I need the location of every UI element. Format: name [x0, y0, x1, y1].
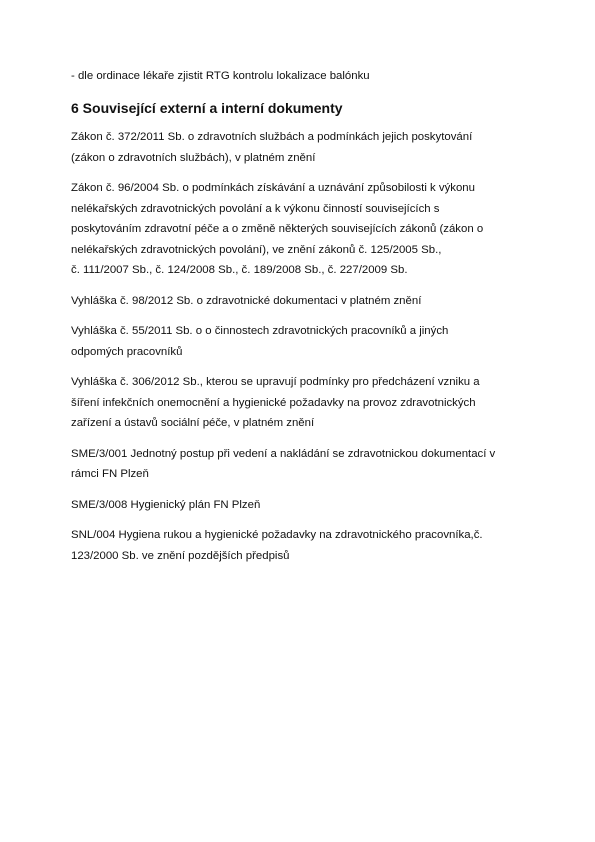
document-reference-line: Vyhláška č. 98/2012 Sb. o zdravotnické dokumentaci v platném znění: [71, 294, 422, 307]
document-reference: [71, 372, 531, 434]
document-reference-line: SNL/004 Hygiena rukou a hygienické požadavky na zdravotnického pracovníka,č.: [71, 529, 483, 541]
document-reference: [71, 178, 531, 281]
document-reference: [71, 444, 531, 485]
document-reference-line: (zákon o zdravotních službách), v platném znění: [71, 151, 316, 164]
document-reference-line: šíření infekčních onemocnění a hygienické požadavky na provoz zdravotnických: [71, 396, 476, 409]
document-reference-line: rámci FN Plzeň: [71, 468, 149, 480]
document-reference-line: Zákon č. 96/2004 Sb. o podmínkách získávání a uznávání způsobilosti k výkonu: [71, 182, 475, 194]
section-heading: 6 Související externí a interní dokumenty: [71, 100, 343, 116]
document-reference-line: č. 111/2007 Sb., č. 124/2008 Sb., č. 189/2008 Sb., č. 227/2009 Sb.: [71, 264, 408, 276]
page-content: [71, 69, 531, 576]
document-reference-line: nelékařských zdravotnických povolání a k výkonu činností souvisejících s: [71, 202, 440, 215]
document-reference-line: SME/3/001 Jednotný postup při vedení a nakládání se zdravotnickou dokumentací v: [71, 447, 496, 460]
document-reference-line: nelékařských zdravotnických povolání), ve znění zákonů č. 125/2005 Sb.,: [71, 243, 442, 256]
document-reference-line: SME/3/008 Hygienický plán FN Plzeň: [71, 498, 261, 511]
document-reference-line: odpomých pracovníků: [71, 345, 183, 358]
document-reference-line: poskytováním zdravotní péče a o změně některých souvisejících zákonů (zákon o: [71, 223, 484, 235]
intro-line: - dle ordinace lékaře zjistit RTG kontrolu lokalizace balónku: [71, 70, 370, 82]
document-list: [71, 127, 531, 566]
document-reference: [71, 321, 531, 362]
document-reference-line: Zákon č. 372/2011 Sb. o zdravotních službách a podmínkách jejich poskytování: [71, 131, 473, 143]
document-reference: [71, 127, 531, 168]
document-reference-line: 123/2000 Sb. ve znění pozdějších předpisů: [71, 549, 290, 562]
document-reference: [71, 291, 531, 312]
document-reference: [71, 525, 531, 566]
document-reference-line: Vyhláška č. 306/2012 Sb., kterou se upravují podmínky pro předcházení vzniku a: [71, 376, 480, 388]
document-reference-line: Vyhláška č. 55/2011 Sb. o o činnostech zdravotnických pracovníků a jiných: [71, 325, 449, 337]
document-reference-line: zařízení a ústavů sociální péče, v platném znění: [71, 417, 315, 429]
document-reference: [71, 495, 531, 516]
